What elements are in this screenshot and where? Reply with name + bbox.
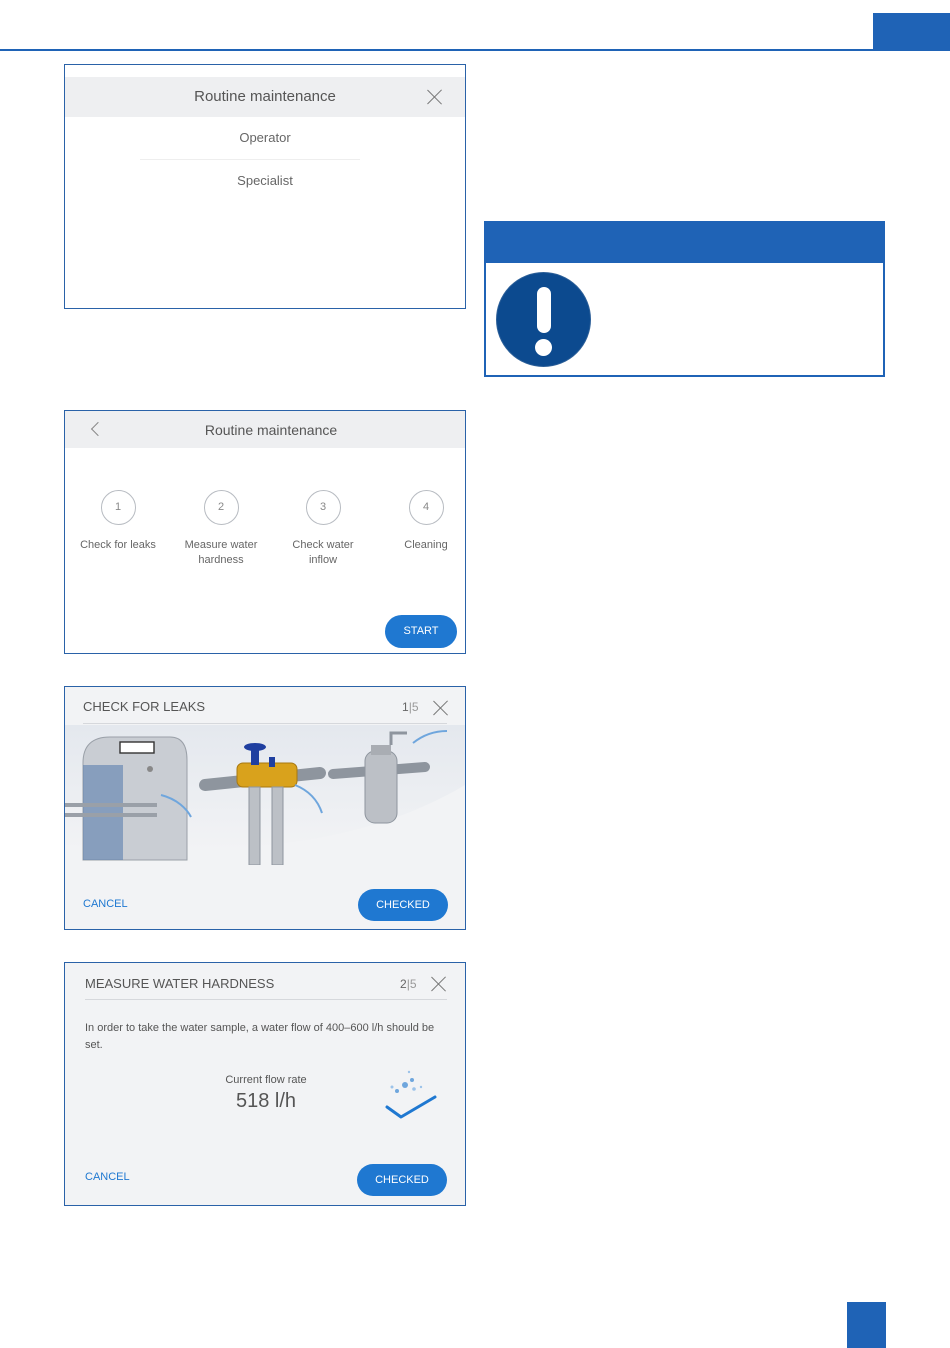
header-tab [873,13,950,51]
warning-header-band [486,223,883,263]
close-icon[interactable] [433,700,449,716]
check-leaks-screen [64,686,466,930]
overview-titlebar [65,411,465,448]
header-rule [0,49,950,51]
menu-divider [140,159,360,160]
flow-rate-value: 518 l/h [235,1090,297,1112]
exclamation-icon [496,272,591,367]
measure-hardness-title: MEASURE WATER HARDNESS [85,976,275,991]
start-button[interactable]: START [385,615,457,648]
step-measure-hardness[interactable] [176,490,266,568]
step-label: Cleaning [404,539,448,551]
close-icon[interactable] [427,89,443,105]
check-leaks-title: CHECK FOR LEAKS [83,699,206,714]
page-indicator: 2|5 [400,977,417,991]
step-number: 4 [409,490,444,525]
step-number: 2 [204,490,239,525]
cancel-button[interactable]: CANCEL [83,898,128,910]
checked-button[interactable]: CHECKED [358,889,448,921]
step-check-leaks[interactable] [73,490,163,553]
footer-tab [847,1302,886,1348]
page-indicator: 1|5 [402,700,419,714]
overview-screen [64,410,466,654]
step-label: Measure water hardness [184,539,258,566]
menu-item-specialist[interactable]: Specialist [237,173,293,188]
step-number: 3 [306,490,341,525]
check-icon [383,1067,443,1123]
cancel-button[interactable]: CANCEL [85,1171,130,1183]
measure-hardness-screen [64,962,466,1206]
leak-check-illustration [65,725,465,865]
instruction-text: In order to take the water sample, a water flow of 400–600 l/h should be set. [85,1022,435,1051]
checked-button[interactable]: CHECKED [357,1164,447,1196]
menu-titlebar [65,77,465,117]
warning-box [484,221,885,377]
menu-title: Routine maintenance [194,88,336,105]
step-cleaning[interactable] [381,490,466,553]
close-icon[interactable] [431,976,447,992]
step-label: Check water inflow [292,539,354,566]
step-number: 1 [101,490,136,525]
menu-screen [64,64,466,309]
header-divider [83,723,447,724]
step-label: Check for leaks [80,539,156,551]
overview-title: Routine maintenance [204,422,338,438]
flow-rate-label: Current flow rate [225,1074,307,1086]
menu-item-operator[interactable]: Operator [239,130,291,145]
header-divider [85,999,447,1000]
step-check-inflow[interactable] [278,490,368,568]
